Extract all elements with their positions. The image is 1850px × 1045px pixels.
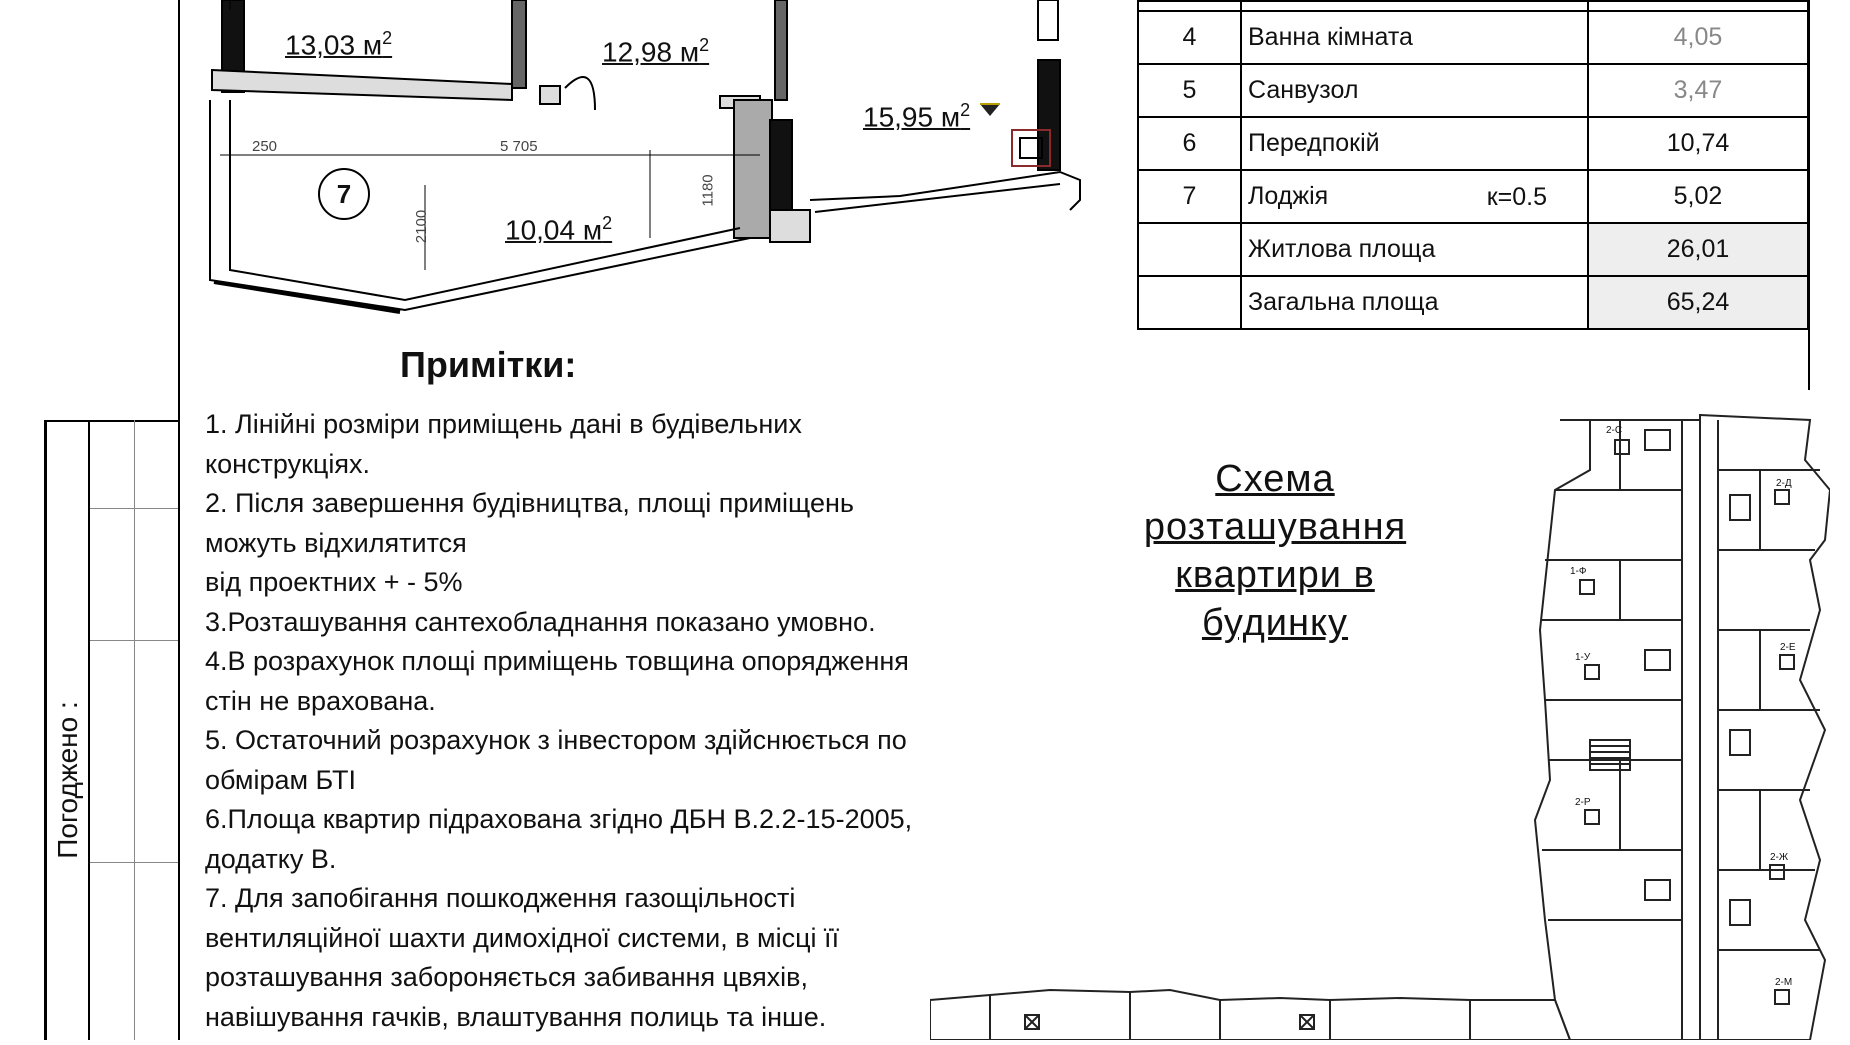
unit-label: 1-У <box>1575 652 1591 663</box>
scheme-title-line: квартири в <box>1175 554 1375 596</box>
row-number: 5 <box>1138 64 1241 117</box>
notes-title: Примітки: <box>400 344 577 385</box>
row-name <box>1241 170 1588 223</box>
table-row <box>1138 117 1808 170</box>
row-value: 4,05 <box>1588 11 1808 64</box>
unit-label: 2-Е <box>1780 642 1796 653</box>
living-area-label: Житлова площа <box>1241 223 1588 276</box>
table-row <box>1138 1 1808 11</box>
loggia-coefficient: к=0.5 <box>1486 183 1547 211</box>
dim-5705: 5 705 <box>500 138 538 155</box>
total-area-label: Загальна площа <box>1241 276 1588 329</box>
row-number: 6 <box>1138 117 1241 170</box>
unit-label: 2-М <box>1775 977 1793 988</box>
room-area-table <box>1137 0 1809 330</box>
scheme-title-line: Схема <box>1215 458 1335 500</box>
note-item: 3.Розташування сантехобладнання показано умовно. <box>205 606 876 637</box>
scheme-title-line: розташування <box>1143 506 1407 548</box>
unit-label: 1-Ф <box>1570 566 1587 577</box>
area-room-2: 12,98 $м^2$ <box>602 35 710 68</box>
row-value: 5,02 <box>1588 170 1808 223</box>
note-item: 5. Остаточний розрахунок з інвестором здійснюється по обмірам БТІ <box>205 725 907 795</box>
row-number: 7 <box>1138 170 1241 223</box>
note-item: 2. Після завершення будівництва, площі приміщень можуть відхилятится від проектних + - 5% <box>205 488 854 597</box>
dim-1180: 1180 <box>699 174 717 207</box>
area-room-3: 15,95 $м^2$ <box>863 100 971 133</box>
row-value: 10,74 <box>1588 117 1808 170</box>
building-scheme <box>930 400 1830 1040</box>
floor-plan <box>200 0 1100 320</box>
row-name: Ванна кімната <box>1241 11 1588 64</box>
building-scheme-drawing <box>930 400 1830 1040</box>
note-item: 6.Площа квартир підрахована згідно ДБН В.2.2-15-2005, додатку В. <box>205 804 913 874</box>
row-name: Передпокій <box>1241 117 1588 170</box>
dim-2100: 2100 <box>413 209 431 244</box>
row-name: Санвузол <box>1241 64 1588 117</box>
table-row <box>1138 223 1808 276</box>
unit-label: 2-Р <box>1575 797 1591 808</box>
row-value: 3,47 <box>1588 64 1808 117</box>
table-row <box>1138 170 1808 223</box>
unit-label: 2-Ж <box>1770 852 1789 863</box>
table-row <box>1138 11 1808 64</box>
dim-250: 250 <box>252 138 278 155</box>
loggia-room-number: 7 <box>318 168 370 220</box>
unit-label: 2-Д <box>1776 478 1792 489</box>
table-row <box>1138 64 1808 117</box>
agreed-label-box <box>48 680 88 880</box>
agreed-label: Погоджено : <box>52 701 83 859</box>
unit-label: 2-С <box>1606 425 1623 436</box>
total-area-value: 65,24 <box>1588 276 1808 329</box>
note-item: 4.В розрахунок площі приміщень товщина опорядження стін не врахована. <box>205 646 909 716</box>
note-item: 1. Лінійні розміри приміщень дані в будівельних конструкціях. <box>205 409 802 479</box>
notes-list <box>205 405 925 1037</box>
area-loggia: 10,04 $м^2$ <box>505 213 613 246</box>
scheme-title-line: будинку <box>1201 602 1349 644</box>
living-area-value: 26,01 <box>1588 223 1808 276</box>
table-row <box>1138 276 1808 329</box>
area-room-1: 13,03 $м^2$ <box>285 28 393 61</box>
note-item: 7. Для запобігання пошкодження газощільності вентиляційної шахти димохідної системи, в місці її розташування забороняється забивання цвяхів, навішування гачків, влаштування полиць та інше. <box>205 883 840 1032</box>
row-number: 4 <box>1138 11 1241 64</box>
row-name-text: Лоджія <box>1248 182 1329 210</box>
